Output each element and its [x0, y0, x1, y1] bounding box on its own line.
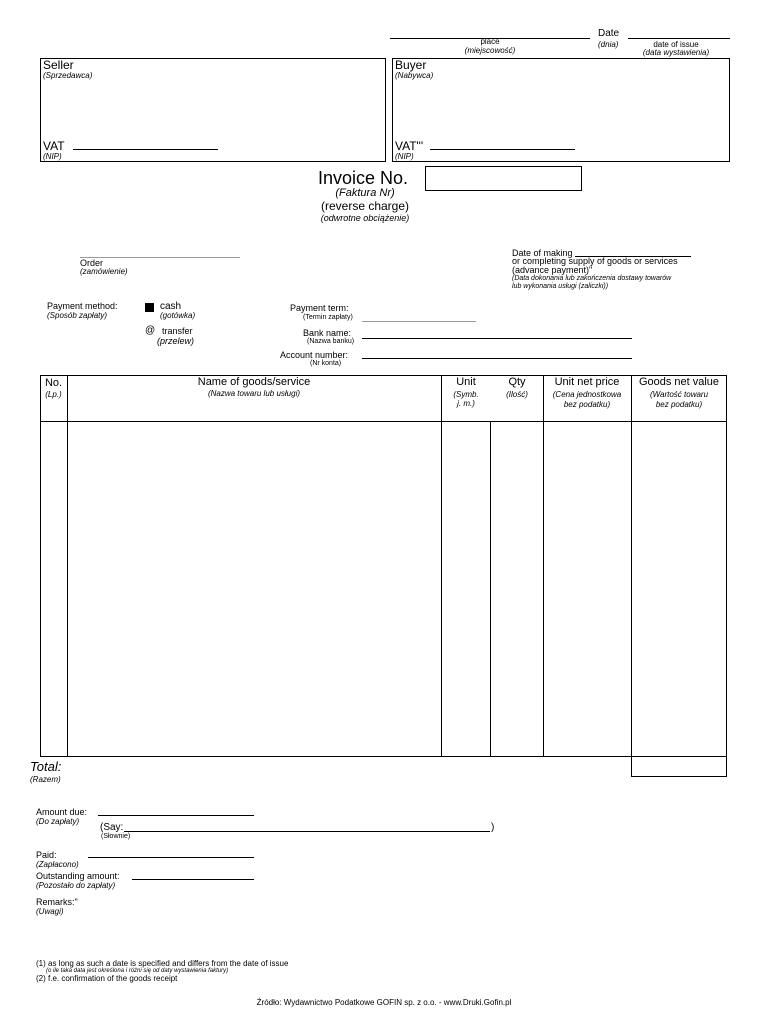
col-header-unit-price-pl: (Cena jednostkowa [552, 390, 622, 399]
payment-method-pl: (Sposób zapłaty) [47, 311, 108, 320]
col-header-net-value-pl2: bez podatku) [655, 400, 703, 409]
seller-vat-pl: (NIP) [43, 152, 62, 161]
order-label: Order [80, 258, 104, 268]
col-header-unit-price-pl2: bez podatku) [563, 400, 611, 409]
say-label: (Say: [100, 822, 124, 833]
col-header-unit-price: Unit net price [554, 376, 620, 388]
col-header-no: No. [44, 377, 63, 389]
order-line[interactable] [80, 257, 240, 258]
buyer-vat-pl: (NIP) [395, 152, 414, 161]
outstanding-pl: (Pozostało do zapłaty) [36, 881, 116, 890]
seller-vat-field[interactable] [73, 149, 218, 150]
amount-due-label: Amount due: [36, 807, 88, 817]
col-header-qty-pl: (Ilość) [506, 390, 528, 399]
cash-pl: (gotówka) [160, 311, 196, 320]
say-field[interactable] [124, 831, 490, 832]
making-pl1: (Data dokonania lub zakończenia dostawy towarów [512, 275, 672, 282]
payment-method-label: Payment method: [47, 301, 118, 311]
issue-date-line[interactable] [628, 38, 730, 39]
table-header-divider [40, 421, 727, 422]
payment-term-field[interactable] [362, 321, 476, 322]
paid-pl: (Zapłacono) [36, 860, 79, 869]
order-pl: (zamówienie) [80, 267, 128, 276]
amount-due-pl: (Do zapłaty) [36, 817, 80, 826]
source-text: Źródło: Wydawnictwo Podatkowe GOFIN sp. z o.o. - www.Druki.Gofin.pl [256, 998, 512, 1007]
invoice-title-pl: (Faktura Nr) [335, 187, 395, 199]
say-pl: (Słownie) [101, 833, 131, 840]
place-label: place [480, 37, 500, 46]
col-header-net-value: Goods net value [638, 376, 720, 388]
place-pl-label: (miejscowość) [464, 46, 516, 55]
issue-date-label: date of issue [653, 40, 699, 49]
making-line2: or completing supply of goods or services [512, 256, 678, 266]
cash-checkbox[interactable] [145, 303, 154, 312]
col-header-unit: Unit [456, 376, 476, 388]
bank-name-pl: (Nazwa banku) [307, 338, 355, 345]
bank-name-field[interactable] [362, 338, 632, 339]
invoice-number-field[interactable] [425, 166, 582, 191]
reverse-charge-pl: (odwrotne obciążenie) [320, 213, 410, 223]
making-line1: Date of making [512, 248, 573, 258]
say-close: ) [491, 822, 495, 833]
seller-vat-label: VAT [43, 139, 65, 153]
date-label: Date [598, 28, 620, 39]
issue-date-pl-label: (data wystawienia) [642, 48, 710, 57]
col-header-unit-pl2: j. m.) [457, 399, 475, 408]
paid-field[interactable] [88, 857, 254, 858]
paid-label: Paid: [36, 850, 57, 860]
col-header-name-pl: (Nazwa towaru lub usługi) [207, 389, 301, 398]
total-value-field[interactable] [631, 756, 727, 777]
table-body-area[interactable] [41, 423, 725, 755]
buyer-title: Buyer [395, 58, 427, 72]
amount-due-field[interactable] [98, 815, 254, 816]
making-pl2: lub wykonania usługi (zaliczki)) [512, 283, 609, 290]
buyer-vat-field[interactable] [430, 149, 575, 150]
buyer-vat-label: VAT"' [395, 139, 424, 153]
transfer-checkbox[interactable]: @ [145, 325, 156, 336]
outstanding-field[interactable] [132, 879, 254, 880]
footnote-1-pl: (o ile taka data jest określona i różni się od daty wystawienia faktury) [46, 968, 229, 974]
transfer-pl: (przelew) [157, 336, 195, 346]
remarks-label: Remarks:" [36, 897, 78, 907]
footnote-1: (1) as long as such a date is specified and differs from the date of issue [36, 959, 289, 968]
col-header-unit-pl: (Symb. [453, 390, 479, 399]
col-header-net-value-pl: (Wartość towaru [649, 390, 709, 399]
making-line3: (advance payment)" [512, 265, 593, 275]
remarks-pl: (Uwagi) [36, 907, 64, 916]
account-number-pl: (Nr konta) [310, 360, 342, 367]
account-number-field[interactable] [362, 358, 632, 359]
transfer-label: transfer [162, 326, 193, 336]
buyer-title-pl: (Nabywca) [395, 71, 434, 80]
col-header-no-pl: (Lp.) [45, 390, 62, 399]
col-header-qty: Qty [508, 376, 526, 388]
total-pl: (Razem) [30, 775, 61, 784]
total-label: Total: [30, 759, 62, 774]
invoice-title: Invoice No. [318, 168, 409, 188]
payment-term-pl: (Termin zapłaty) [303, 314, 353, 321]
col-header-name: Name of goods/service [197, 376, 311, 388]
seller-title-pl: (Sprzedawca) [43, 71, 93, 80]
day-pl-label: (dnia) [598, 40, 619, 49]
payment-term-label: Payment term: [290, 303, 349, 313]
account-number-label: Account number: [280, 350, 349, 360]
reverse-charge-label: (reverse charge) [320, 199, 410, 213]
cash-label: cash [160, 301, 182, 312]
seller-title: Seller [43, 58, 74, 72]
footnote-2: (2) f.e. confirmation of the goods receipt [36, 974, 178, 983]
bank-name-label: Bank name: [303, 328, 352, 338]
buyer-box[interactable] [392, 58, 730, 162]
outstanding-label: Outstanding amount: [36, 871, 120, 881]
